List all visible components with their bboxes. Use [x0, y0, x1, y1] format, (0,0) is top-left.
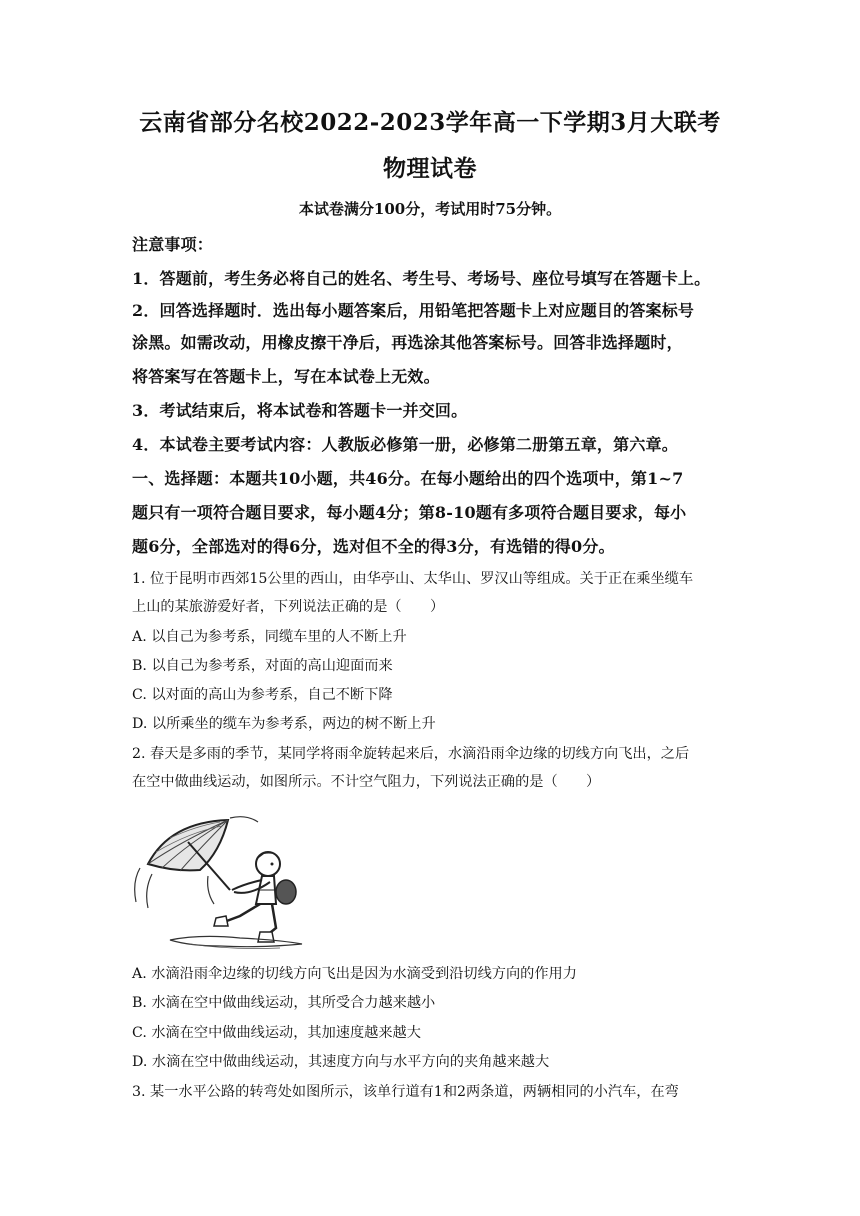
exam-subject: 物理试卷: [383, 155, 477, 182]
q2-stem-line-1: 2. 春天是多雨的季节，某同学将雨伞旋转起来后，水滴沿雨伞边缘的切线方向飞出，之后: [132, 746, 690, 762]
q1-option-a: A. 以自己为参考系，同缆车里的人不断上升: [132, 629, 407, 645]
note-2-line-2: 涂黑。如需改动，用橡皮擦干净后，再选涂其他答案标号。回答非选择题时，: [132, 333, 683, 352]
q2-stem-line-2: 在空中做曲线运动，如图所示。不计空气阻力，下列说法正确的是（ ）: [132, 774, 601, 790]
section-1-line-2: 题只有一项符合题目要求，每小题4分；第8-10题有多项符合题目要求，每小: [132, 503, 687, 522]
section-1-line-1: 一、选择题：本题共10小题，共46分。在每小题给出的四个选项中，第1~7: [132, 469, 684, 488]
q1-option-d: D. 以所乘坐的缆车为参考系，两边的树不断上升: [132, 716, 436, 732]
q3-stem-line-1: 3. 某一水平公路的转弯处如图所示，该单行道有1和2两条道，两辆相同的小汽车，在弯: [132, 1084, 679, 1100]
umbrella-boy-figure: [130, 812, 310, 952]
section-1-line-3: 题6分，全部选对的得6分，选对但不全的得3分，有选错的得0分。: [132, 537, 615, 556]
q2-option-d: D. 水滴在空中做曲线运动，其速度方向与水平方向的夹角越来越大: [132, 1054, 550, 1070]
q2-option-b: B. 水滴在空中做曲线运动，其所受合力越来越小: [132, 995, 436, 1011]
note-3: 3．考试结束后，将本试卷和答题卡一并交回。: [132, 401, 468, 420]
note-2-line-1: 2．回答选择题时．选出每小题答案后，用铅笔把答题卡上对应题目的答案标号: [132, 301, 695, 320]
note-4: 4．本试卷主要考试内容：人教版必修第一册，必修第二册第五章，第六章。: [132, 435, 678, 454]
q1-stem-line-1: 1. 位于昆明市西郊15公里的西山，由华亭山、太华山、罗汉山等组成。关于正在乘坐缆车: [132, 571, 694, 587]
q1-stem-line-2: 上山的某旅游爱好者，下列说法正确的是（ ）: [132, 599, 445, 615]
note-1: 1．答题前，考生务必将自己的姓名、考生号、考场号、座位号填写在答题卡上。: [132, 269, 711, 288]
notes-heading: 注意事项：: [132, 235, 214, 254]
q1-option-b: B. 以自己为参考系，对面的高山迎面而来: [132, 658, 393, 674]
exam-meta: 本试卷满分100分，考试用时75分钟。: [298, 200, 562, 218]
exam-title: 云南省部分名校2022-2023学年高一下学期3月大联考: [139, 109, 721, 136]
q2-option-a: A. 水滴沿雨伞边缘的切线方向飞出是因为水滴受到沿切线方向的作用力: [132, 966, 577, 982]
q1-option-c: C. 以对面的高山为参考系，自己不断下降: [132, 687, 393, 703]
note-2-line-3: 将答案写在答题卡上，写在本试卷上无效。: [132, 367, 440, 386]
q2-option-c: C. 水滴在空中做曲线运动，其加速度越来越大: [132, 1025, 421, 1041]
